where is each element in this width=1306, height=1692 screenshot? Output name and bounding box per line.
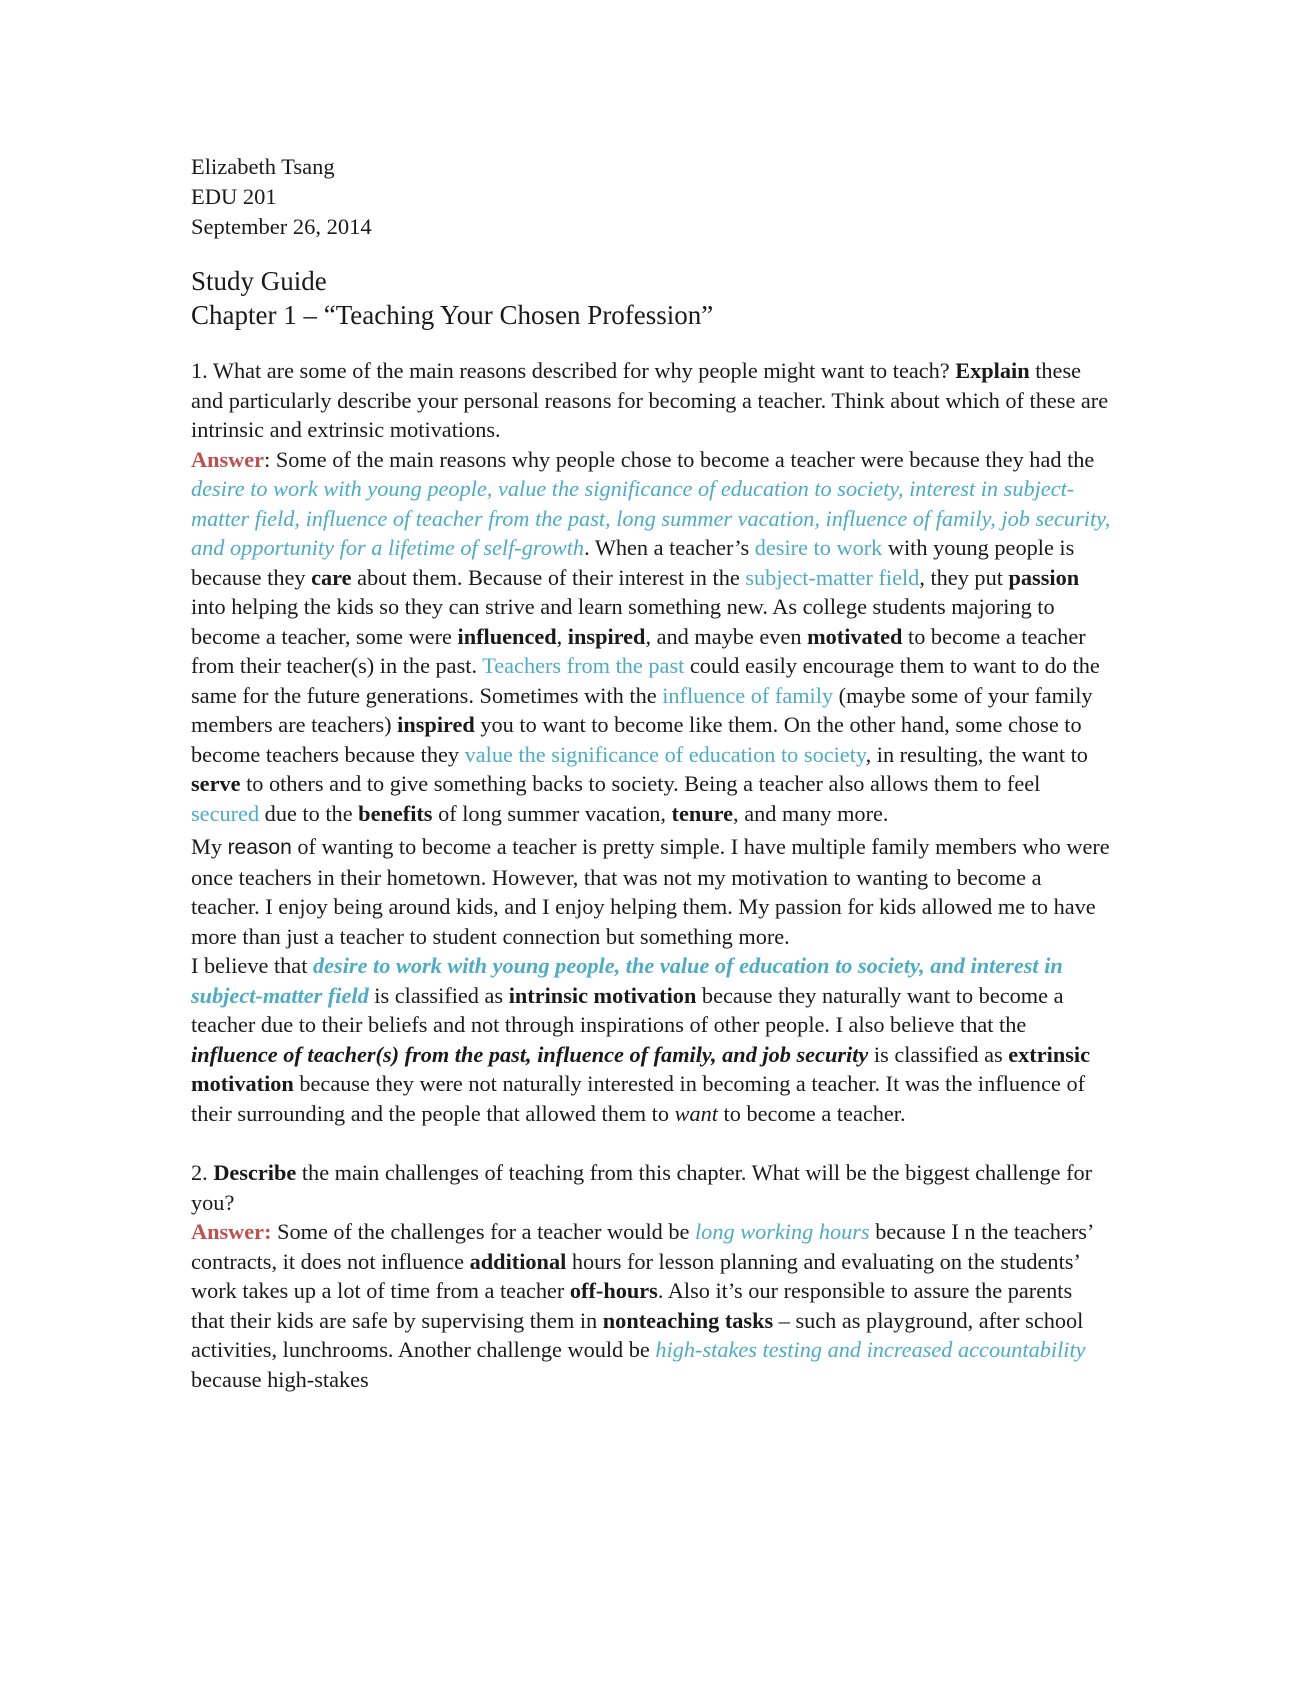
- title-block: [191, 264, 1111, 332]
- answer-label: Answer: [191, 446, 265, 472]
- chapter-title: Chapter 1 – “Teaching Your Chosen Profession”: [191, 300, 714, 330]
- question-2-section: [191, 1158, 1111, 1394]
- motivation-classification-paragraph: I believe that desire to work with young people, the value of education to society, and interest in subject-matter field is classified as intrinsic motivation because they naturally want to become a teacher due to their beliefs and not through inspirations of other people. I also believe that the influence of teacher(s) from the past, influence of family, and job security is classified as extrinsic motivation because they were not naturally interested in becoming a teacher. It was the influence of their surrounding and the people that allowed them to want to become a teacher.: [191, 953, 1090, 1126]
- question-2-prompt: 2. Describe the main challenges of teaching from this chapter. What will be the biggest challenge for you?: [191, 1160, 1093, 1215]
- reasons-list: desire to work with young people, value the significance of education to society, interest in subject-matter field, influence of teacher from the past, long summer vacation, influence of family, job security, and opportunity for a lifetime of self-growth: [191, 476, 1111, 560]
- question-1-prompt: 1. What are some of the main reasons described for why people might want to teach? Explain these and particularly describe your personal reasons for becoming a teacher. Think about which of these are intrinsic and extrinsic motivations.: [191, 358, 1109, 442]
- document-body: [191, 152, 1111, 1394]
- document-date: September 26, 2014: [191, 214, 372, 239]
- course-code: EDU 201: [191, 184, 277, 209]
- question-2-answer-paragraph: Answer: Some of the challenges for a teacher would be long working hours because I n the teachers’ contracts, it does not influence additional hours for lesson planning and evaluating on the students’ work takes up a lot of time from a teacher off-hours. Also it’s our responsible to assure the parents that their kids are safe by supervising them in nonteaching tasks – such as playground, after school activities, lunchrooms. Another challenge would be high-stakes testing and increased accountability because high-stakes: [191, 1219, 1093, 1392]
- answer-label: Answer:: [191, 1219, 272, 1244]
- personal-reason-paragraph: My reason of wanting to become a teacher is pretty simple. I have multiple family members who were once teachers in their hometown. However, that was not my motivation to wanting to become a teacher. I enjoy being around kids, and I enjoy helping them. My passion for kids allowed me to have more than just a teacher to student connection but something more.: [191, 834, 1110, 949]
- question-1-section: [191, 356, 1111, 1128]
- question-1-answer-paragraph: Answer: Some of the main reasons why people chose to become a teacher were because they had the desire to work with young people, value the significance of education to society, interest in subject-matter field, influence of teacher from the past, long summer vacation, influence of family, job security, and opportunity for a lifetime of self-growth. When a teacher’s desire to work with young people is because they care about them. Because of their interest in the subject-matter field, they put passion into helping the kids so they can strive and learn something new. As college students majoring to become a teacher, some were influenced, inspired, and maybe even motivated to become a teacher from their teacher(s) in the past. Teachers from the past could easily encourage them to want to do the same for the future generations. Sometimes with the influence of family (maybe some of your family members are teachers) inspired you to want to become like them. On the other hand, some chose to become teachers because they value the significance of education to society, in resulting, the want to serve to others and to give something backs to society. Being a teacher also allows them to feel secured due to the benefits of long summer vacation, tenure, and many more.: [191, 446, 1111, 826]
- author-name: Elizabeth Tsang: [191, 154, 335, 179]
- document-title: Study Guide: [191, 266, 327, 296]
- document-header: [191, 152, 1111, 242]
